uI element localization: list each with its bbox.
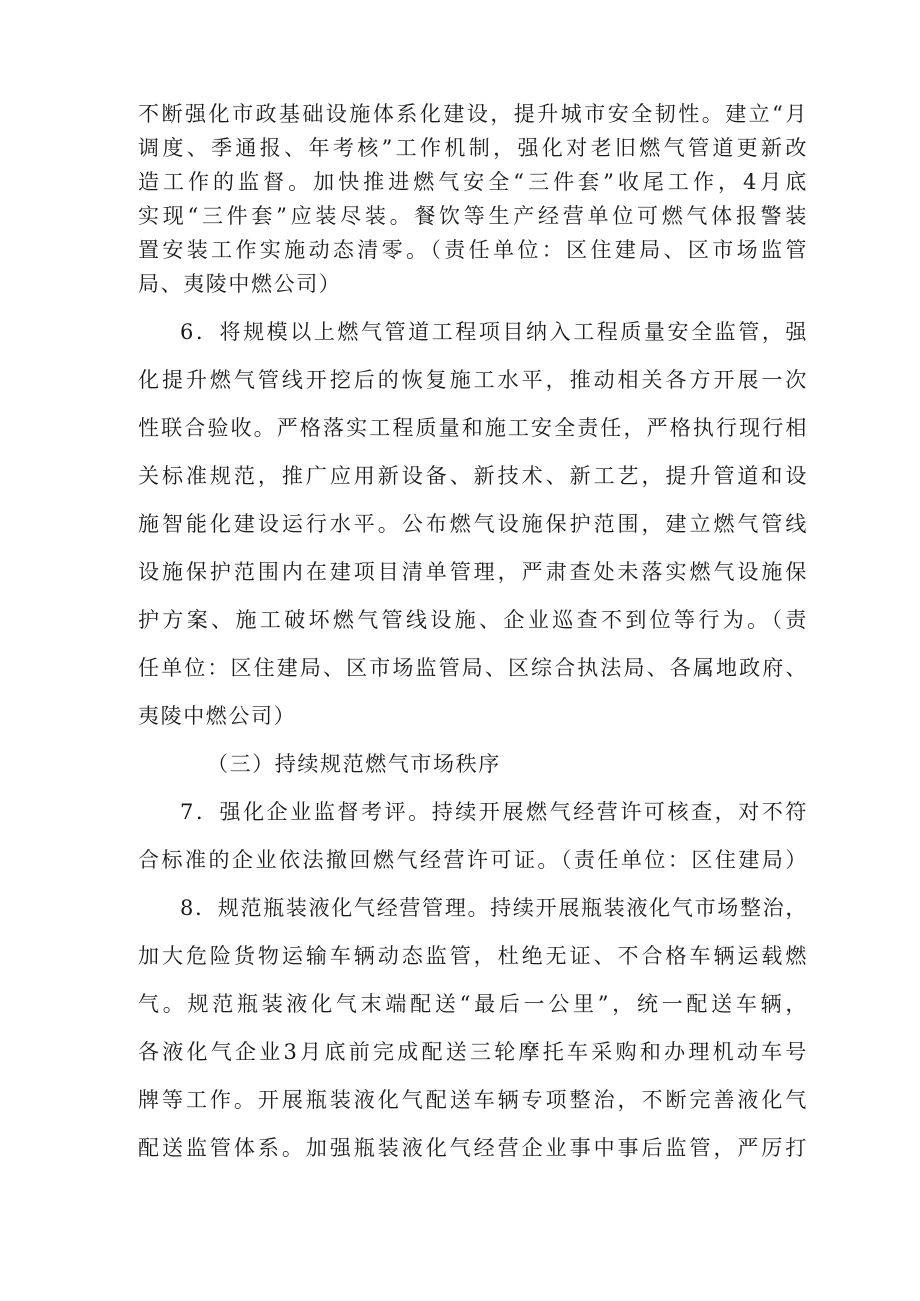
text-line: 合标准的企业依法撤回燃气经营许可证。（责任单位：区住建局） bbox=[138, 848, 808, 872]
text-line: 不断强化市政基础设施体系化建设，提升城市安全韧性。建立“月 bbox=[138, 102, 808, 126]
text-line: 牌等工作。开展瓶装液化气配送车辆专项整治，不断完善液化气 bbox=[138, 1088, 808, 1112]
text-line: 关标准规范，推广应用新设备、新技术、新工艺，提升管道和设 bbox=[138, 464, 808, 488]
text-line: 设施保护范围内在建项目清单管理，严肃查处未落实燃气设施保 bbox=[138, 560, 808, 584]
paragraph-7-start: 7．强化企业监督考评。持续开展燃气经营许可核查，对不符 bbox=[180, 800, 808, 824]
text-line: 局、夷陵中燃公司） bbox=[138, 272, 342, 296]
text-line: 各液化气企业3月底前完成配送三轮摩托车采购和办理机动车号 bbox=[138, 1040, 808, 1064]
text-line: 化提升燃气管线开挖后的恢复施工水平，推动相关各方开展一次 bbox=[138, 368, 808, 392]
text-line: 配送监管体系。加强瓶装液化气经营企业事中事后监管，严厉打 bbox=[138, 1136, 808, 1160]
text-line: 调度、季通报、年考核”工作机制，强化对老旧燃气管道更新改 bbox=[138, 136, 808, 160]
paragraph-6-start: 6．将规模以上燃气管道工程项目纳入工程质量安全监管，强 bbox=[180, 320, 808, 344]
text-line: 气。规范瓶装液化气末端配送“最后一公里”，统一配送车辆， bbox=[138, 992, 808, 1016]
text-line: 造工作的监督。加快推进燃气安全“三件套”收尾工作，4月底 bbox=[138, 170, 808, 194]
text-line: 加大危险货物运输车辆动态监管，杜绝无证、不合格车辆运载燃 bbox=[138, 944, 808, 968]
text-line: 置安装工作实施动态清零。（责任单位：区住建局、区市场监管 bbox=[138, 238, 808, 262]
paragraph-8-start: 8．规范瓶装液化气经营管理。持续开展瓶装液化气市场整治， bbox=[180, 896, 808, 920]
text-line: 护方案、施工破坏燃气管线设施、企业巡查不到位等行为。（责 bbox=[138, 608, 808, 632]
section-heading: （三）持续规范燃气市场秩序 bbox=[207, 752, 501, 776]
text-line: 实现“三件套”应装尽装。餐饮等生产经营单位可燃气体报警装 bbox=[138, 204, 808, 228]
text-line: 夷陵中燃公司） bbox=[138, 704, 297, 728]
text-line: 施智能化建设运行水平。公布燃气设施保护范围，建立燃气管线 bbox=[138, 512, 808, 536]
text-line: 性联合验收。严格落实工程质量和施工安全责任，严格执行现行相 bbox=[138, 416, 808, 440]
text-line: 任单位：区住建局、区市场监管局、区综合执法局、各属地政府、 bbox=[138, 656, 808, 680]
